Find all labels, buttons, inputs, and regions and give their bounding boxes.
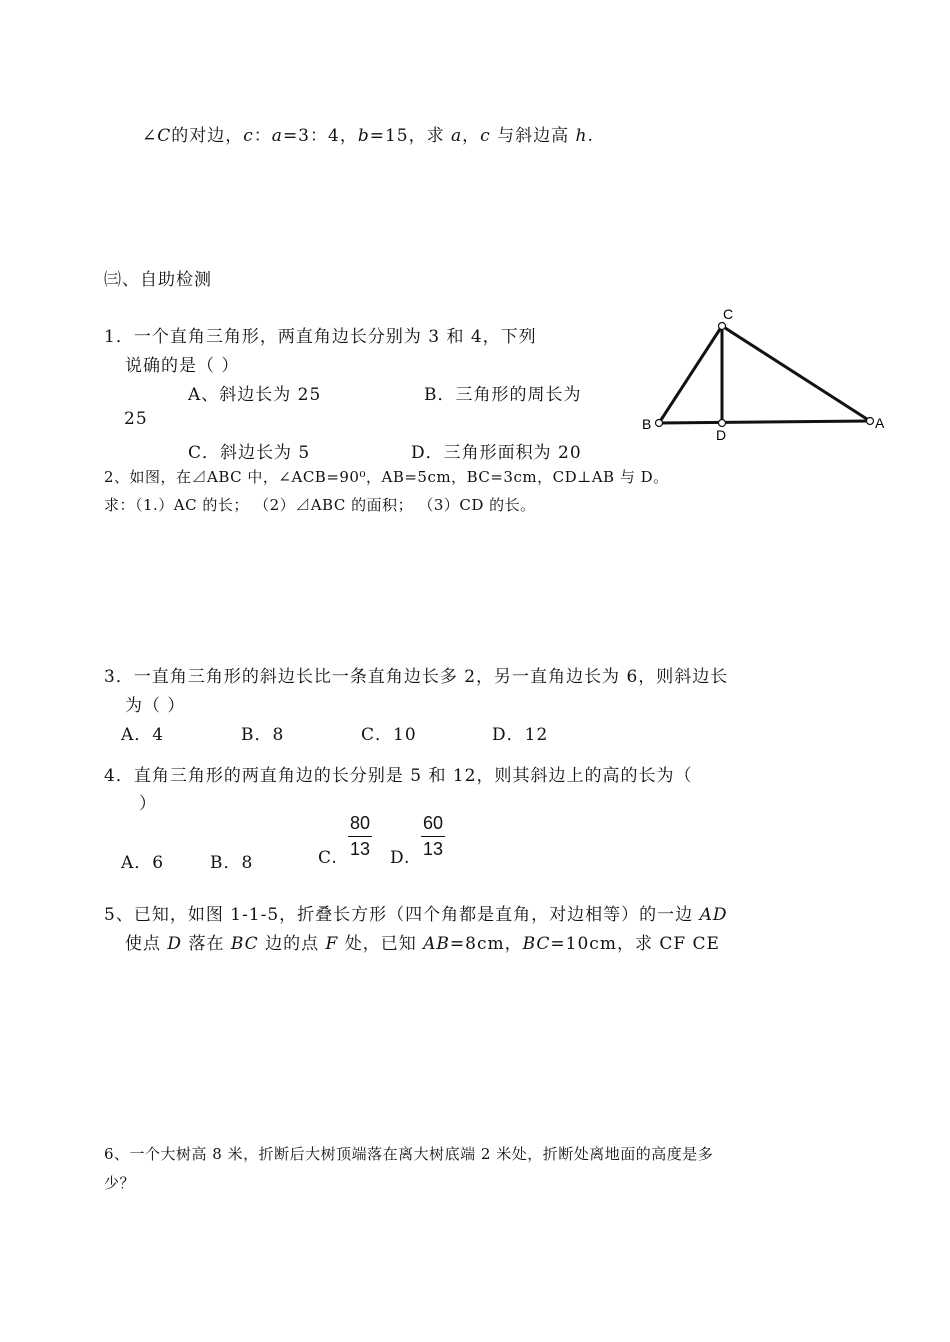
q5-line2: 使点 D 落在 BC 边的点 F 处，已知 AB=8cm，BC=10cm，求 CF CE xyxy=(125,934,720,954)
q3-option-d: D．12 xyxy=(492,725,549,745)
point-a xyxy=(867,418,874,425)
q4-option-d: D. xyxy=(390,848,411,868)
section-title: ㈢、自助检测 xyxy=(104,270,212,290)
q4-fraction-d-denominator: 13 xyxy=(423,839,444,859)
q2-line2: 求：（1.）AC 的长； （2）⊿ABC 的面积； （3）CD 的长。 xyxy=(104,496,536,514)
point-b xyxy=(656,420,663,427)
q4-fraction-c xyxy=(348,813,372,860)
q4-line1: 4．直角三角形的两直角边的长分别是 5 和 12，则其斜边上的高的长为（ xyxy=(104,766,693,786)
q1-line1: 1．一个直角三角形，两直角边长分别为 3 和 4，下列 xyxy=(104,327,537,347)
q3-line1: 3．一直角三角形的斜边长比一条直角边长多 2，另一直角边长为 6，则斜边长 xyxy=(104,667,729,687)
label-c: C xyxy=(723,306,734,322)
q4-fraction-c-numerator: 80 xyxy=(348,813,372,837)
side-bc xyxy=(659,326,722,423)
point-d xyxy=(719,420,726,427)
q1-option-d: D．三角形面积为 20 xyxy=(411,443,582,463)
q3-option-a: A．4 xyxy=(121,725,165,745)
q6-line2: 少？ xyxy=(104,1174,136,1192)
label-b: B xyxy=(642,416,652,432)
q4-option-a: A．6 xyxy=(121,853,165,873)
intro-line: ∠C的对边，c：a=3：4，b=15，求 a，c 与斜边高 h. xyxy=(142,126,594,146)
q4-fraction-c-denominator: 13 xyxy=(350,839,371,859)
q5-line1: 5、已知，如图 1-1-5，折叠长方形（四个角都是直角，对边相等）的一边 AD xyxy=(104,905,728,925)
side-ba xyxy=(659,421,870,423)
label-d: D xyxy=(716,427,727,442)
q1-option-b-cont: 25 xyxy=(124,409,148,429)
q4-line2: ） xyxy=(139,794,157,814)
q4-fraction-d xyxy=(421,813,445,860)
q3-line2: 为（ ） xyxy=(125,696,186,716)
side-ca xyxy=(722,326,870,421)
triangle-figure xyxy=(636,302,896,442)
label-a: A xyxy=(875,415,885,431)
q4-option-b: B．8 xyxy=(210,853,254,873)
q1-option-b: B．三角形的周长为 xyxy=(424,385,582,405)
q1-option-a: A、斜边长为 25 xyxy=(188,385,322,405)
q1-line2: 说确的是（ ） xyxy=(125,356,240,376)
q3-option-c: C．10 xyxy=(361,725,417,745)
q1-option-c: C．斜边长为 5 xyxy=(188,443,311,463)
q4-option-c: C. xyxy=(318,848,338,868)
q6-line1: 6、一个大树高 8 米，折断后大树顶端落在离大树底端 2 米处，折断处离地面的高度是多 xyxy=(104,1145,714,1163)
q4-fraction-d-numerator: 60 xyxy=(421,813,445,837)
q3-option-b: B．8 xyxy=(241,725,285,745)
point-c xyxy=(719,323,726,330)
q2-line1: 2、如图，在⊿ABC 中，∠ACB=90⁰，AB=5cm，BC=3cm，CD⊥AB 与 D。 xyxy=(104,468,669,486)
